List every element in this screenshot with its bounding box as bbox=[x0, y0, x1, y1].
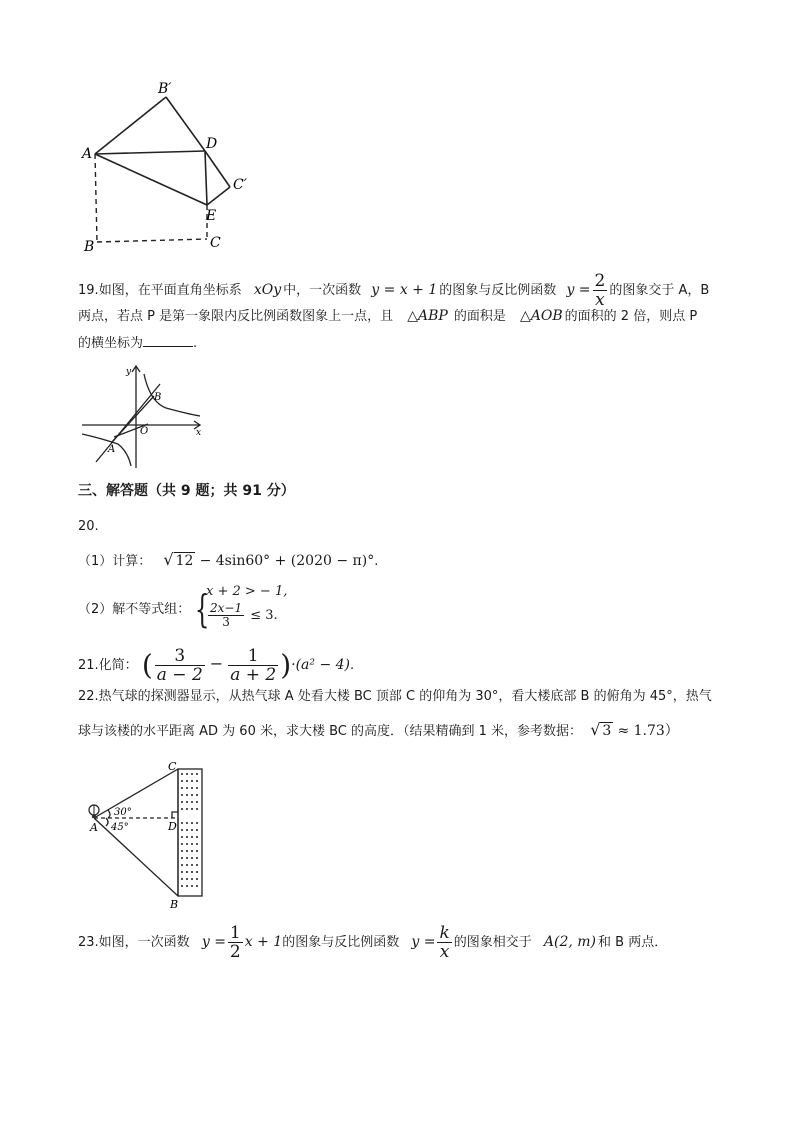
fraction-2-over-x: $\frac{2}{x}$ bbox=[594, 271, 606, 310]
q19-line3: 的横坐标为 . bbox=[78, 336, 198, 351]
sqrt-3: √ 3 bbox=[590, 720, 612, 739]
q19-line1: 19.如图，在平面直角坐标系 xOy 中，一次函数 y = x + 1 的图象与反比例函数 y = $\frac{2}{x}$ 的图象交于 A，B bbox=[78, 271, 710, 310]
fold-figure bbox=[78, 75, 278, 265]
coordinate-figure bbox=[78, 362, 218, 472]
q22-line2: 球与该楼的水平距离 AD 为 60 米，求大楼 BC 的高度．（结果精确到 1 米，参考数据： √ 3 ≈ 1.73） bbox=[78, 720, 679, 739]
section-title: 三、解答题（共 9 题；共 91 分） bbox=[78, 483, 295, 499]
label-B: B bbox=[154, 392, 162, 403]
axis-label-y: y bbox=[126, 367, 132, 377]
label-B: B bbox=[84, 239, 95, 255]
system-brace: { bbox=[194, 587, 210, 631]
q19-line2: 两点，若点 P 是第一象限内反比例函数图象上一点，且 △ABP 的面积是 △AOB 的面积的 2 倍，则点 P bbox=[78, 308, 698, 324]
fraction-3-over-a-2: $\frac{3}{a - 2}$ bbox=[156, 646, 203, 685]
label-O: O bbox=[140, 426, 149, 437]
q20-number: 20. bbox=[78, 519, 99, 534]
label-C-prime: C′ bbox=[233, 177, 247, 193]
q23: 23.如图，一次函数 y = $\frac{1}{2}$ x + 1的图象与反比例函数 y = $\frac{k}{x}$ 的图象相交于 A(2, m) 和 B 两点． bbox=[78, 923, 668, 962]
label-E: E bbox=[206, 208, 217, 224]
label-A: A bbox=[82, 146, 93, 162]
q20-part1: （1）计算： √ 12 − 4sin60° + (2020 − π)°. bbox=[78, 550, 379, 569]
label-C: C bbox=[168, 760, 177, 773]
label-A: A bbox=[90, 821, 98, 834]
q22-line1: 22.热气球的探测器显示，从热气球 A 处看大楼 BC 顶部 C 的仰角为 30°，看大楼底部 B 的俯角为 45°，热气 bbox=[78, 689, 712, 704]
sqrt-12: √ 12 bbox=[163, 550, 194, 569]
balloon-building-figure bbox=[82, 760, 232, 910]
label-D: D bbox=[168, 820, 177, 833]
angle-30: 30° bbox=[114, 807, 132, 818]
answer-blank bbox=[143, 334, 193, 347]
label-D: D bbox=[206, 136, 218, 152]
label-C: C bbox=[210, 235, 221, 251]
fraction-1-over-2: $\frac{1}{2}$ bbox=[229, 923, 241, 962]
fraction-2x-1-over-3: $\frac{2x-1}{3}$ bbox=[210, 601, 243, 629]
q21: 21.化简： ( $\frac{3}{a - 2}$ − $\frac{1}{a + 2}$ )·(a² − 4). bbox=[78, 646, 355, 685]
axis-label-x: x bbox=[196, 428, 202, 438]
label-B: B bbox=[170, 898, 179, 910]
fraction-1-over-a+2: $\frac{1}{a + 2}$ bbox=[230, 646, 277, 685]
angle-45: 45° bbox=[111, 822, 129, 833]
fraction-k-over-x: $\frac{k}{x}$ bbox=[439, 923, 450, 962]
label-A: A bbox=[108, 444, 116, 455]
label-B-prime: B′ bbox=[158, 81, 172, 97]
